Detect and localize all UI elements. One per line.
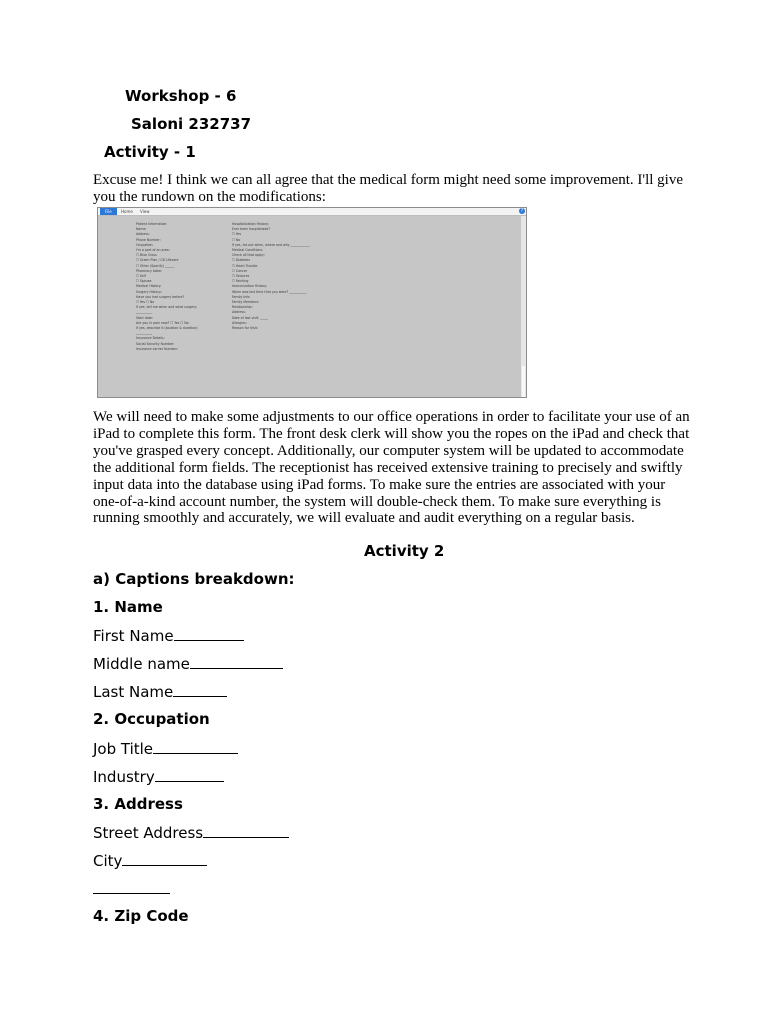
screenshot-line: ☐ Yes ☐ No [136,300,155,305]
last-name-label: Last Name [93,683,174,701]
screenshot-line: ☐ Self [136,274,146,279]
screenshot-line: ☐ Heart Trouble [232,263,258,268]
screenshot-line: Start date: [136,315,154,320]
industry-label: Industry [93,768,155,786]
screenshot-line: Family Info: [232,294,251,299]
screenshot-line: __________ [136,331,152,336]
street-address-blank [203,823,289,838]
help-icon: ? [520,208,524,214]
activity1-heading: Activity - 1 [104,143,196,161]
screenshot-line: Immunization History: [232,284,268,289]
unlabeled-blank [93,879,170,894]
industry-field [93,767,224,786]
screenshot-line: When was last time that you were? ___________ [232,289,307,294]
screenshot-line: Family Members: [232,300,260,305]
screenshot-line: Relationship: [232,305,253,310]
screenshot-line: Name: [136,227,147,232]
screenshot-line: Surgery History: [136,289,162,294]
first-name-blank [174,626,244,641]
screenshot-right-column [232,222,310,331]
screenshot-line: Social Security Number: [136,341,175,346]
section-occupation-heading: 2. Occupation [93,710,210,728]
author-line: Saloni 232737 [131,115,252,133]
first-name-label: First Name [93,627,174,645]
medical-form-screenshot [97,207,527,398]
job-title-blank [153,739,238,754]
screenshot-scroll-thumb [522,366,525,398]
city-label: City [93,852,123,870]
screenshot-left-column [136,222,198,352]
captions-heading: a) Captions breakdown: [93,570,295,588]
screenshot-line: Address: [136,232,150,237]
screenshot-line: Medical Conditions: [232,248,264,253]
screenshot-tab-file: File [100,208,117,215]
intro-paragraph: Excuse me! I think we can all agree that the medical form might need some improvement. I'll give you the rundown on the modifications: [93,172,684,205]
screenshot-line: ☐ Other (Specify) ______ [136,263,175,268]
screenshot-line: Insurance carrier Number: [136,346,178,351]
screenshot-line: If yes, tell me when and what surgery: [136,305,198,310]
screenshot-line: I'm a part of an area: [136,248,170,253]
screenshot-line: ☐ Yes [232,232,242,237]
section-name-heading: 1. Name [93,598,163,616]
body-paragraph: We will need to make some adjustments to our office operations in order to facilitate your use of an iPad to complete this form. The front desk clerk will show you the ropes on the iPad and check that you've grasped every concept. Additionally, our computer system will be updated to accommodate the additional form fields. The receptionist has received extensive training to precisely and swiftly input data into the database using iPad forms. To make sure the entries are associated with your one-of-a-kind account number, the system will double-check them. To make sure everything is running smoothly and accurately, we will evaluate and audit everything on a regular basis. [93,409,690,527]
section-address-heading: 3. Address [93,795,183,813]
city-blank [122,851,207,866]
screenshot-tab-view: View [140,209,150,214]
job-title-label: Job Title [93,740,154,758]
screenshot-line: ☐ Seizures [232,274,250,279]
document-title: Workshop - 6 [125,87,237,105]
screenshot-line: Address: [232,310,246,315]
screenshot-line: Reason for Visit: [232,326,258,331]
screenshot-line: Patient Information [136,222,167,226]
screenshot-line: __________ [136,310,152,315]
activity2-heading: Activity 2 [364,542,445,560]
screenshot-line: ☐ No [232,237,241,242]
first-name-field [93,626,244,645]
street-address-field [93,823,289,842]
screenshot-line: ☐ Diabetes [232,258,251,263]
screenshot-line: Are you in pain now? ☐ Yes ☐ No [136,320,189,325]
middle-name-field [93,654,283,673]
screenshot-scrollbar [521,216,526,397]
screenshot-line: Insurance Details: [136,336,165,341]
screenshot-line: Have you had surgery before? [136,294,185,299]
screenshot-tab-home: Home [121,209,133,214]
screenshot-line: ☐ Green Plan / CB Lifecare [136,258,179,263]
screenshot-line: Check all that apply: [232,253,265,258]
middle-name-label: Middle name [93,655,190,673]
screenshot-toolbar [98,208,526,216]
city-field [93,851,207,870]
screenshot-line: Phone Number: [136,237,161,242]
screenshot-line: ☐ Blue Cross [136,253,157,258]
screenshot-line: If yes, list out when, where and why ____________ [232,242,310,247]
last-name-field [93,682,227,701]
screenshot-line: Medical History: [136,284,162,289]
screenshot-line: Hospitalization History: [232,222,269,226]
screenshot-line: Allergies: [232,320,247,325]
screenshot-line: ☐ Spouse [136,279,152,284]
screenshot-line: Ever been hospitalized? [232,227,271,232]
street-address-label: Street Address [93,824,204,842]
section-zip-heading: 4. Zip Code [93,907,189,925]
screenshot-line: Ocupation: [136,242,154,247]
middle-name-blank [190,654,283,669]
screenshot-line: Date of last visit: _____ [232,315,269,320]
screenshot-line: ☐ Cancer [232,268,248,273]
screenshot-line: If yes, describe it (location & duration): [136,326,199,331]
blank-line-field [93,879,170,898]
screenshot-line: ☐ Fainting [232,279,249,284]
job-title-field [93,739,238,758]
industry-blank [155,767,224,782]
screenshot-line: Pharmacy table: [136,268,163,273]
last-name-blank [173,682,227,697]
